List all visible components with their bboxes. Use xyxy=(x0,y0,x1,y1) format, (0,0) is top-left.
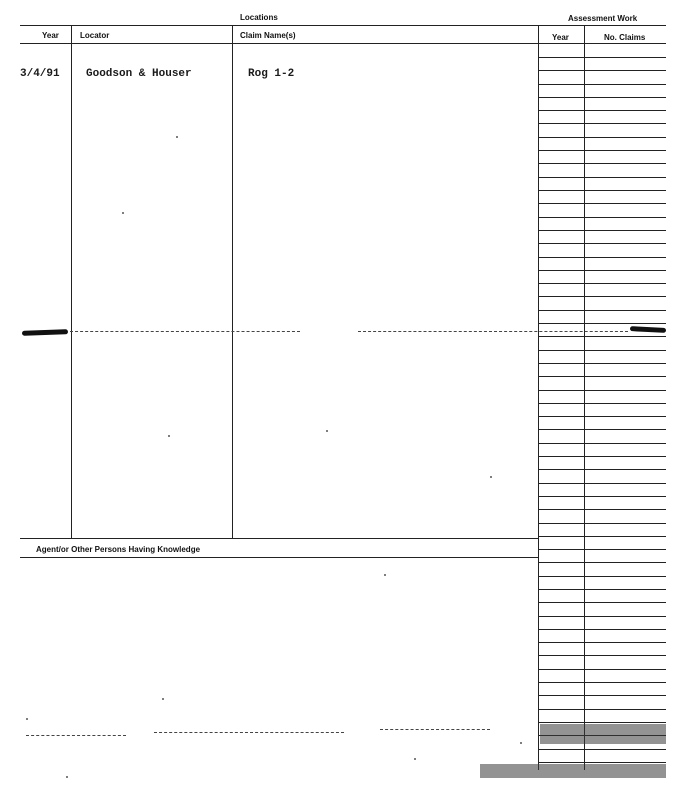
assessment-work-row-rule xyxy=(538,97,666,98)
entry-claim-name: Rog 1-2 xyxy=(248,68,295,80)
assessment-work-row-rule xyxy=(538,163,666,164)
assessment-work-row-rule xyxy=(538,562,666,563)
agent-knowledge-header: Agent/or Other Persons Having Knowledge xyxy=(36,545,201,554)
scan-speck xyxy=(122,212,124,214)
scan-speck xyxy=(26,718,28,720)
assessment-work-row-rule xyxy=(538,203,666,204)
assessment-work-row-rule xyxy=(538,84,666,85)
right-binder-mark xyxy=(630,326,666,333)
assessment-work-row-rule xyxy=(538,523,666,524)
assessment-work-row-rule xyxy=(538,469,666,470)
assessment-work-row-rule xyxy=(538,150,666,151)
assessment-work-row-rule xyxy=(538,57,666,58)
assessment-work-row-rule xyxy=(538,363,666,364)
assessment-work-row-rule xyxy=(538,190,666,191)
assessment-work-row-rule xyxy=(538,123,666,124)
scan-speck xyxy=(162,698,164,700)
assessment-work-row-rule xyxy=(538,509,666,510)
assessment-work-row-rule xyxy=(538,283,666,284)
assessment-work-row-rule xyxy=(538,682,666,683)
assessment-work-row-rule xyxy=(538,137,666,138)
assessment-work-row-rule xyxy=(538,722,666,723)
assessment-work-row-rule xyxy=(538,416,666,417)
scan-speck xyxy=(66,776,68,778)
bottom-faint-line-1 xyxy=(26,735,126,736)
assessment-work-row-rule xyxy=(538,270,666,271)
assessment-work-row-rule xyxy=(538,629,666,630)
assessment-work-row-rule xyxy=(538,310,666,311)
assessment-work-row-rule xyxy=(538,749,666,750)
assessment-work-row-rule xyxy=(538,70,666,71)
year-locator-divider xyxy=(71,26,72,538)
assessment-work-row-rule xyxy=(538,403,666,404)
assessment-work-row-rule xyxy=(538,376,666,377)
locations-bottom-rule xyxy=(20,538,538,539)
assessment-work-row-rule xyxy=(538,669,666,670)
assessment-work-row-rule xyxy=(538,616,666,617)
entry-year: 3/4/91 xyxy=(20,68,60,80)
entry-locator: Goodson & Houser xyxy=(86,68,192,80)
bottom-faint-line-2 xyxy=(154,732,344,733)
scan-smudge-upper xyxy=(540,724,666,744)
assessment-work-row-rule xyxy=(538,589,666,590)
assessment-work-row-rule xyxy=(538,257,666,258)
assessment-work-header: Assessment Work xyxy=(568,14,638,23)
number-of-claims-column-header: No. Claims xyxy=(604,33,646,42)
assessment-work-row-rule xyxy=(538,496,666,497)
scan-speck xyxy=(414,758,416,760)
assessment-work-row-rule xyxy=(538,390,666,391)
assessment-work-row-rule xyxy=(538,655,666,656)
scan-speck xyxy=(384,574,386,576)
assessment-work-row-rule xyxy=(538,110,666,111)
locator-claim-divider xyxy=(232,26,233,538)
left-binder-mark xyxy=(22,329,68,336)
assessment-work-row-rule xyxy=(538,483,666,484)
assessment-year-column-header: Year xyxy=(552,33,569,42)
header-rule xyxy=(20,43,666,44)
assessment-work-row-rule xyxy=(538,602,666,603)
assessment-work-row-rule xyxy=(538,429,666,430)
assessment-work-row-rule xyxy=(538,695,666,696)
top-rule xyxy=(20,25,666,26)
assessment-work-row-rule xyxy=(538,642,666,643)
scan-speck xyxy=(176,136,178,138)
fold-line-right xyxy=(358,331,628,332)
fold-line-left xyxy=(70,331,300,332)
assessment-work-row-rule xyxy=(538,443,666,444)
assessment-work-row-rule xyxy=(538,549,666,550)
agent-header-rule xyxy=(20,557,538,558)
assessment-work-row-rule xyxy=(538,336,666,337)
scan-speck xyxy=(168,435,170,437)
assessment-work-row-rule xyxy=(538,243,666,244)
scan-speck xyxy=(520,742,522,744)
locations-header: Locations xyxy=(240,13,278,22)
scan-speck xyxy=(326,430,328,432)
assessment-work-row-rule xyxy=(538,230,666,231)
assessment-work-row-rule xyxy=(538,709,666,710)
assessment-work-row-rule xyxy=(538,762,666,763)
locator-column-header: Locator xyxy=(80,31,110,40)
assessment-work-row-rule xyxy=(538,536,666,537)
assessment-work-row-rule xyxy=(538,323,666,324)
assessment-work-row-rule xyxy=(538,217,666,218)
year-column-header: Year xyxy=(42,31,59,40)
scan-speck xyxy=(490,476,492,478)
claim-names-column-header: Claim Name(s) xyxy=(240,31,296,40)
assessment-work-row-rule xyxy=(538,177,666,178)
assessment-work-row-rule xyxy=(538,350,666,351)
assessment-work-row-rule xyxy=(538,456,666,457)
scan-smudge-lower xyxy=(480,764,666,778)
assessment-work-row-rule xyxy=(538,296,666,297)
bottom-faint-line-3 xyxy=(380,729,490,730)
assessment-work-row-rule xyxy=(538,576,666,577)
